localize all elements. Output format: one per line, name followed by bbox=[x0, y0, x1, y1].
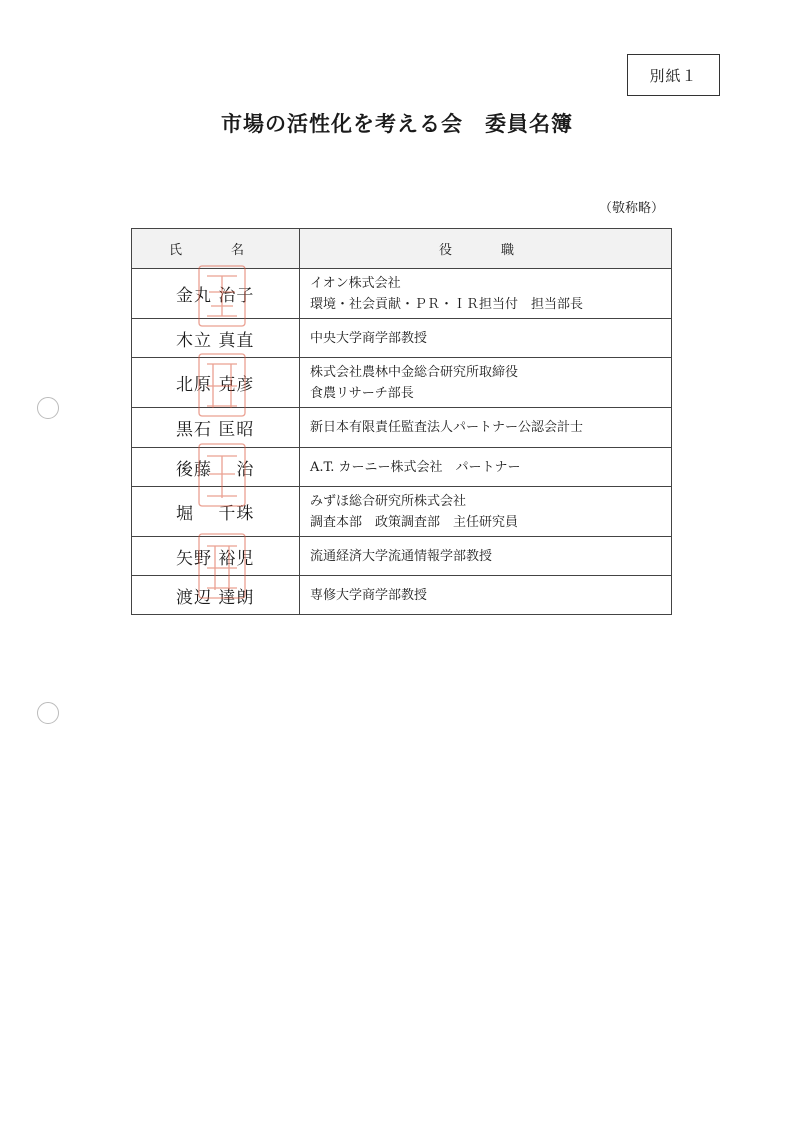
header-name: 氏 名 bbox=[132, 229, 300, 269]
role-line: 流通経済大学流通情報学部教授 bbox=[310, 548, 493, 564]
member-name: 黒石 匡昭 bbox=[132, 408, 300, 448]
member-roster-table bbox=[131, 228, 672, 615]
punch-hole-top bbox=[37, 397, 59, 419]
member-name: 木立 真直 bbox=[132, 319, 300, 358]
member-role bbox=[300, 448, 672, 487]
role-line: 環境・社会貢献・ＰＲ・ＩＲ担当付 担当部長 bbox=[310, 296, 584, 312]
member-role bbox=[300, 319, 672, 358]
table-row bbox=[132, 358, 672, 408]
member-role bbox=[300, 408, 672, 448]
table-row bbox=[132, 319, 672, 358]
role-line: みずほ総合研究所株式会社 bbox=[310, 493, 467, 509]
table-row bbox=[132, 448, 672, 487]
member-role bbox=[300, 537, 672, 576]
role-line: A.T. カーニー株式会社 パートナー bbox=[310, 459, 521, 475]
member-name: 金丸 治子 bbox=[132, 269, 300, 319]
role-line: 専修大学商学部教授 bbox=[310, 587, 428, 603]
page-title: 市場の活性化を考える会 委員名簿 bbox=[221, 112, 573, 136]
member-name: 堀 千珠 bbox=[132, 487, 300, 537]
role-line: 食農リサーチ部長 bbox=[310, 385, 414, 401]
role-line: 新日本有限責任監査法人パートナー公認会計士 bbox=[310, 420, 584, 435]
role-line: イオン株式会社 bbox=[310, 275, 401, 291]
table-row bbox=[132, 487, 672, 537]
member-role bbox=[300, 358, 672, 408]
table-row bbox=[132, 269, 672, 319]
member-role bbox=[300, 576, 672, 615]
role-line: 株式会社農林中金総合研究所取締役 bbox=[310, 364, 519, 380]
member-name: 矢野 裕児 bbox=[132, 537, 300, 576]
table-row bbox=[132, 408, 672, 448]
member-name: 北原 克彦 bbox=[132, 358, 300, 408]
role-line: 中央大学商学部教授 bbox=[310, 330, 428, 346]
role-line: 調査本部 政策調査部 主任研究員 bbox=[310, 514, 519, 530]
member-name: 後藤 治 bbox=[132, 448, 300, 487]
member-role bbox=[300, 487, 672, 537]
attachment-label: 別紙１ bbox=[627, 54, 720, 96]
member-role bbox=[300, 269, 672, 319]
honorific-note: （敬称略） bbox=[598, 201, 664, 216]
punch-hole-bottom bbox=[37, 702, 59, 724]
member-name: 渡辺 達朗 bbox=[132, 576, 300, 615]
header-role: 役 職 bbox=[300, 229, 672, 269]
table-row bbox=[132, 576, 672, 615]
table-header-row bbox=[132, 229, 672, 269]
table-row bbox=[132, 537, 672, 576]
